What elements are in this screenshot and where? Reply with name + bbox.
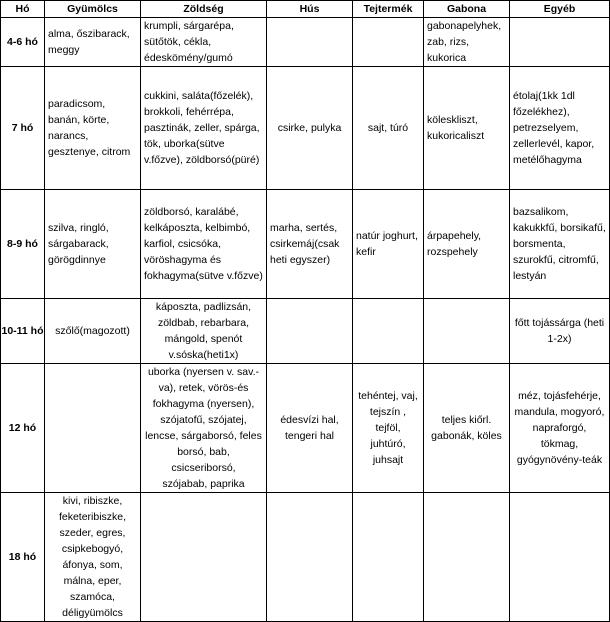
dairy-cell: sajt, túró [353,67,424,190]
fruit-cell: kivi, ribiszke, feketeribiszke, szeder, egres, csipkebogyó, áfonya, som, málna, eper, szamóca, déligyümölcs [45,493,141,622]
meat-cell: marha, sertés, csirkemáj(csak heti egyszer) [267,190,353,299]
other-cell: étolaj(1kk 1dl főzelékhez), petrezselyem, zellerlevél, kapor, metélőhagyma [510,67,610,190]
header-other: Egyéb [510,1,610,18]
grain-cell: árpapehely, rozspehely [424,190,510,299]
header-grain: Gabona [424,1,510,18]
age-cell: 18 hó [1,493,45,622]
table-row [1,190,610,299]
vegetable-cell: zöldborsó, karalábé, kelkáposzta, kelbimbó, karfiol, csicsóka, vöröshagyma és fokhagyma(sütve v.főzve) [141,190,267,299]
meat-cell [267,299,353,364]
table-row [1,493,610,622]
age-cell: 12 hó [1,364,45,493]
fruit-cell: paradicsom, banán, körte, narancs, gesztenye, citrom [45,67,141,190]
vegetable-cell: cukkini, saláta(főzelék), brokkoli, fehérrépa, pasztinák, zeller, spárga, tök, uborka(sütve v.főzve), zöldborsó(püré) [141,67,267,190]
vegetable-cell: káposzta, padlizsán, zöldbab, rebarbara, mángold, spenót v.sóska(heti1x) [141,299,267,364]
meat-cell [267,18,353,67]
dairy-cell: tehéntej, vaj, tejszín , tejföl, juhtúró, juhsajt [353,364,424,493]
meat-cell: édesvízi hal, tengeri hal [267,364,353,493]
header-age: Hó [1,1,45,18]
other-cell: főtt tojássárga (heti 1-2x) [510,299,610,364]
meat-cell [267,493,353,622]
fruit-cell: szilva, ringló, sárgabarack, görögdinnye [45,190,141,299]
grain-cell: köleskliszt, kukoricaliszt [424,67,510,190]
table-row [1,18,610,67]
vegetable-cell [141,493,267,622]
other-cell: méz, tojásfehérje, mandula, mogyoró, napraforgó, tökmag, gyógynövény-teák [510,364,610,493]
grain-cell: gabonapelyhek, zab, rizs, kukorica [424,18,510,67]
header-dairy: Tejtermék [353,1,424,18]
other-cell: bazsalikom, kakukkfű, borsikafű, borsmenta, szurokfű, citromfű, lestyán [510,190,610,299]
dairy-cell: natúr joghurt, kefir [353,190,424,299]
header-vegetable: Zöldség [141,1,267,18]
table-row [1,364,610,493]
fruit-cell: szőlő(magozott) [45,299,141,364]
header-row [1,1,610,18]
fruit-cell: alma, őszibarack, meggy [45,18,141,67]
table-row [1,67,610,190]
vegetable-cell: krumpli, sárgarépa, sütőtök, cékla, édeskömény/gumó [141,18,267,67]
age-cell: 10-11 hó [1,299,45,364]
other-cell [510,18,610,67]
other-cell [510,493,610,622]
grain-cell: teljes kiőrl. gabonák, köles [424,364,510,493]
header-meat: Hús [267,1,353,18]
vegetable-cell: uborka (nyersen v. sav.- va), retek, vörös-és fokhagyma (nyersen), szójatofű, szójatej, lencse, sárgaborsó, feles borsó, bab, csicseriborsó, szójabab, paprika [141,364,267,493]
age-cell: 7 hó [1,67,45,190]
dairy-cell [353,18,424,67]
dairy-cell [353,299,424,364]
grain-cell [424,493,510,622]
dairy-cell [353,493,424,622]
age-cell: 8-9 hó [1,190,45,299]
grain-cell [424,299,510,364]
meat-cell: csirke, pulyka [267,67,353,190]
table-row [1,299,610,364]
fruit-cell [45,364,141,493]
header-fruit: Gyümölcs [45,1,141,18]
age-cell: 4-6 hó [1,18,45,67]
